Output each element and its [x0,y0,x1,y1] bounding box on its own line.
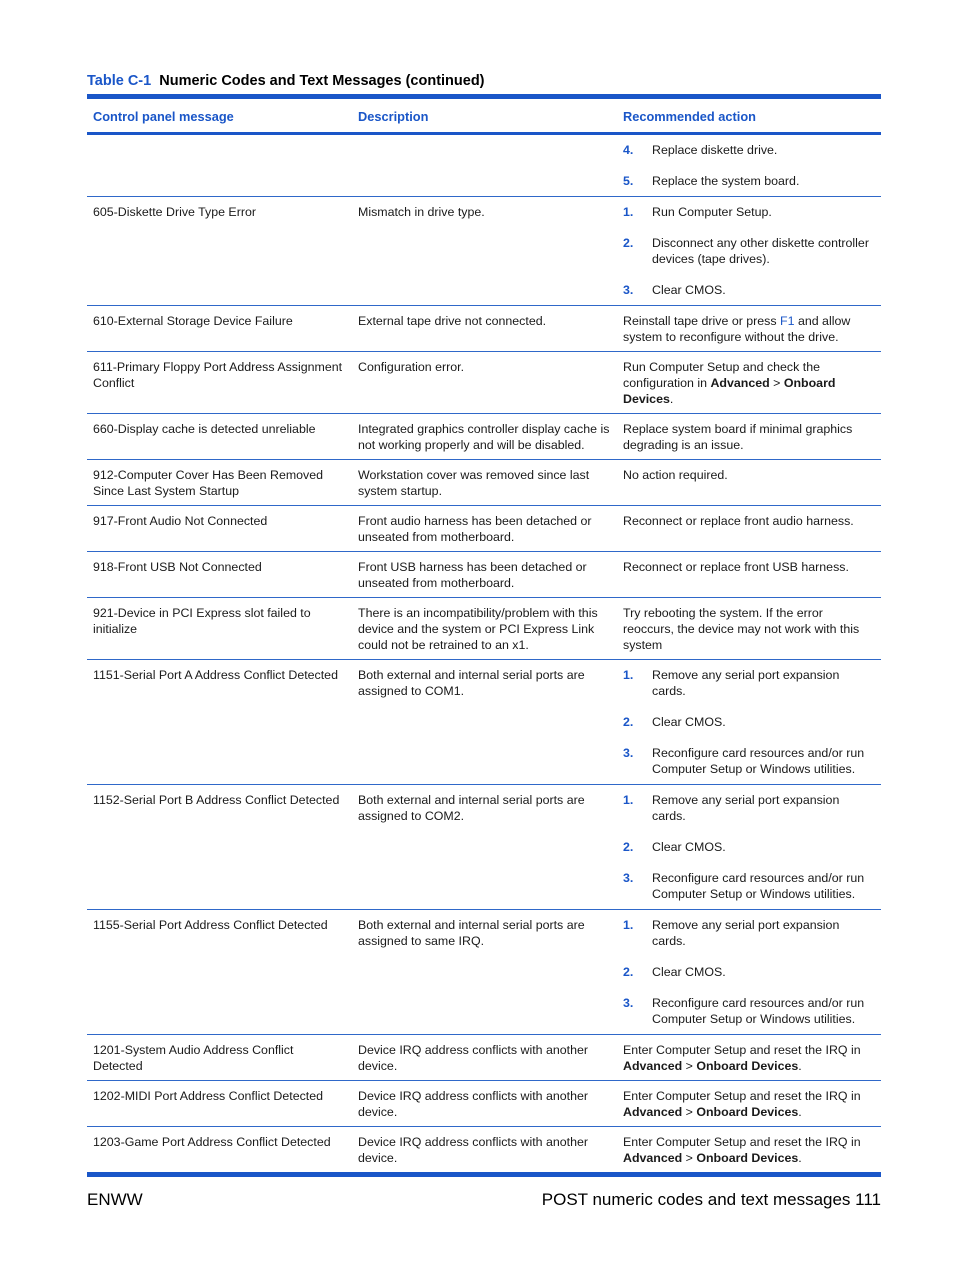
action-text: . [798,1105,802,1119]
footer-left: ENWW [87,1190,143,1209]
action-step [623,714,875,730]
step-number: 3. [623,746,634,760]
description-cell: Mismatch in drive type. [352,197,617,306]
step-text: Clear CMOS. [652,840,726,854]
action-step [623,142,875,158]
action-step [623,204,875,220]
action-text: Enter Computer Setup and reset the IRQ in [623,1043,861,1057]
step-text: Run Computer Setup. [652,205,772,219]
message-cell: 1201-System Audio Address Conflict Detected [87,1035,352,1081]
action-steps [623,204,875,298]
step-number: 1. [623,793,634,807]
table-row [87,460,881,506]
description-cell: Both external and internal serial ports are assigned to COM2. [352,785,617,910]
action-cell: Reconnect or replace front audio harness. [617,506,881,552]
table-row [87,134,881,197]
action-steps [623,792,875,902]
menu-path-advanced: Advanced [710,376,770,390]
action-cell: Replace system board if minimal graphics degrading is an issue. [617,414,881,460]
description-cell: Both external and internal serial ports are assigned to COM1. [352,660,617,785]
table-row [87,1127,881,1175]
action-cell [617,1127,881,1175]
column-header-description: Description [352,97,617,134]
action-text: . [669,392,674,406]
action-steps [623,917,875,1027]
action-text: Enter Computer Setup and reset the IRQ in [623,1135,861,1149]
menu-path-separator: > [682,1105,697,1119]
action-text: Run Computer Setup and check the configuration in [623,360,820,390]
action-steps [623,667,875,777]
message-cell: 611-Primary Floppy Port Address Assignment Conflict [87,352,352,414]
table-row [87,1035,881,1081]
step-text: Remove any serial port expansion cards. [652,668,840,698]
message-cell: 1203-Game Port Address Conflict Detected [87,1127,352,1175]
description-cell: External tape drive not connected. [352,306,617,352]
step-number: 3. [623,283,634,297]
action-text: Enter Computer Setup and reset the IRQ in [623,1089,861,1103]
step-number: 1. [623,668,634,682]
step-text: Reconfigure card resources and/or run Computer Setup or Windows utilities. [652,871,865,901]
description-cell: Configuration error. [352,352,617,414]
menu-path-separator: > [682,1059,697,1073]
table-row [87,1081,881,1127]
table-row [87,660,881,785]
table-row [87,598,881,660]
message-cell [87,134,352,197]
step-text: Remove any serial port expansion cards. [652,918,840,948]
menu-path-advanced: Advanced [623,1105,683,1119]
table-row [87,352,881,414]
description-cell [352,134,617,197]
action-text: . [798,1151,802,1165]
action-step [623,282,875,298]
message-cell: 610-External Storage Device Failure [87,306,352,352]
table-caption [87,73,485,89]
action-cell: No action required. [617,460,881,506]
menu-path-onboard-devices: Onboard Devices [696,1151,799,1165]
step-text: Replace the system board. [652,174,800,188]
step-number: 1. [623,205,634,219]
step-text: Reconfigure card resources and/or run Computer Setup or Windows utilities. [652,746,865,776]
action-cell [617,197,881,306]
action-text: Reinstall tape drive or press [623,314,781,328]
message-cell: 1155-Serial Port Address Conflict Detected [87,910,352,1035]
menu-path-advanced: Advanced [623,1151,683,1165]
step-number: 2. [623,236,634,250]
message-cell: 918-Front USB Not Connected [87,552,352,598]
action-cell [617,134,881,197]
action-cell [617,352,881,414]
action-cell [617,1081,881,1127]
menu-path-onboard-devices: Onboard Devices [623,376,836,406]
step-text: Clear CMOS. [652,283,726,297]
column-header-message: Control panel message [87,97,352,134]
action-cell [617,1035,881,1081]
menu-path-separator: > [769,376,784,390]
step-text: Reconfigure card resources and/or run Computer Setup or Windows utilities. [652,996,865,1026]
action-steps [623,142,875,189]
action-step [623,964,875,980]
step-text: Remove any serial port expansion cards. [652,793,840,823]
step-number: 2. [623,965,634,979]
footer-right: POST numeric codes and text messages 111 [541,1190,881,1209]
table-header-row [87,97,881,134]
step-number: 3. [623,871,634,885]
action-text: and allow system to reconfigure without the drive. [623,314,851,344]
action-step [623,792,875,824]
codes-table [87,94,881,1177]
table-row [87,414,881,460]
message-cell: 660-Display cache is detected unreliable [87,414,352,460]
table-row [87,910,881,1035]
description-cell: Device IRQ address conflicts with another device. [352,1081,617,1127]
message-cell: 1152-Serial Port B Address Conflict Detected [87,785,352,910]
table-label: Table C-1 [87,73,152,89]
step-number: 2. [623,840,634,854]
step-text: Clear CMOS. [652,715,726,729]
message-cell: 921-Device in PCI Express slot failed to initialize [87,598,352,660]
step-text: Disconnect any other diskette controller devices (tape drives). [652,236,869,266]
step-number: 2. [623,715,634,729]
message-cell: 1202-MIDI Port Address Conflict Detected [87,1081,352,1127]
step-number: 3. [623,996,634,1010]
description-cell: Integrated graphics controller display cache is not working properly and will be disabled. [352,414,617,460]
action-step [623,667,875,699]
message-cell: 917-Front Audio Not Connected [87,506,352,552]
action-step [623,870,875,902]
menu-path-onboard-devices: Onboard Devices [696,1059,799,1073]
action-cell [617,306,881,352]
table-body [87,134,881,1175]
description-cell: Front USB harness has been detached or unseated from motherboard. [352,552,617,598]
action-step [623,745,875,777]
action-cell [617,785,881,910]
message-cell: 912-Computer Cover Has Been Removed Since Last System Startup [87,460,352,506]
action-cell [617,910,881,1035]
step-number: 5. [623,174,634,188]
description-cell: Device IRQ address conflicts with another device. [352,1127,617,1175]
action-cell: Try rebooting the system. If the error reoccurs, the device may not work with this system [617,598,881,660]
key-name: F1 [780,314,795,328]
step-text: Replace diskette drive. [652,143,778,157]
table-row [87,552,881,598]
action-cell: Reconnect or replace front USB harness. [617,552,881,598]
message-cell: 1151-Serial Port A Address Conflict Detected [87,660,352,785]
menu-path-advanced: Advanced [623,1059,683,1073]
action-step [623,173,875,189]
table-row [87,785,881,910]
action-step [623,995,875,1027]
table-title: Numeric Codes and Text Messages (continued) [159,73,485,89]
description-cell: Both external and internal serial ports are assigned to same IRQ. [352,910,617,1035]
table-row [87,306,881,352]
message-cell: 605-Diskette Drive Type Error [87,197,352,306]
column-header-action: Recommended action [617,97,881,134]
menu-path-onboard-devices: Onboard Devices [696,1105,799,1119]
table-row [87,197,881,306]
action-step [623,839,875,855]
description-cell: There is an incompatibility/problem with this device and the system or PCI Express Link could not be retrained to an x1. [352,598,617,660]
action-step [623,235,875,267]
menu-path-separator: > [682,1151,697,1165]
description-cell: Device IRQ address conflicts with another device. [352,1035,617,1081]
action-cell [617,660,881,785]
step-text: Clear CMOS. [652,965,726,979]
action-step [623,917,875,949]
step-number: 1. [623,918,634,932]
action-text: . [798,1059,802,1073]
description-cell: Front audio harness has been detached or unseated from motherboard. [352,506,617,552]
description-cell: Workstation cover was removed since last system startup. [352,460,617,506]
step-number: 4. [623,143,634,157]
table-row [87,506,881,552]
